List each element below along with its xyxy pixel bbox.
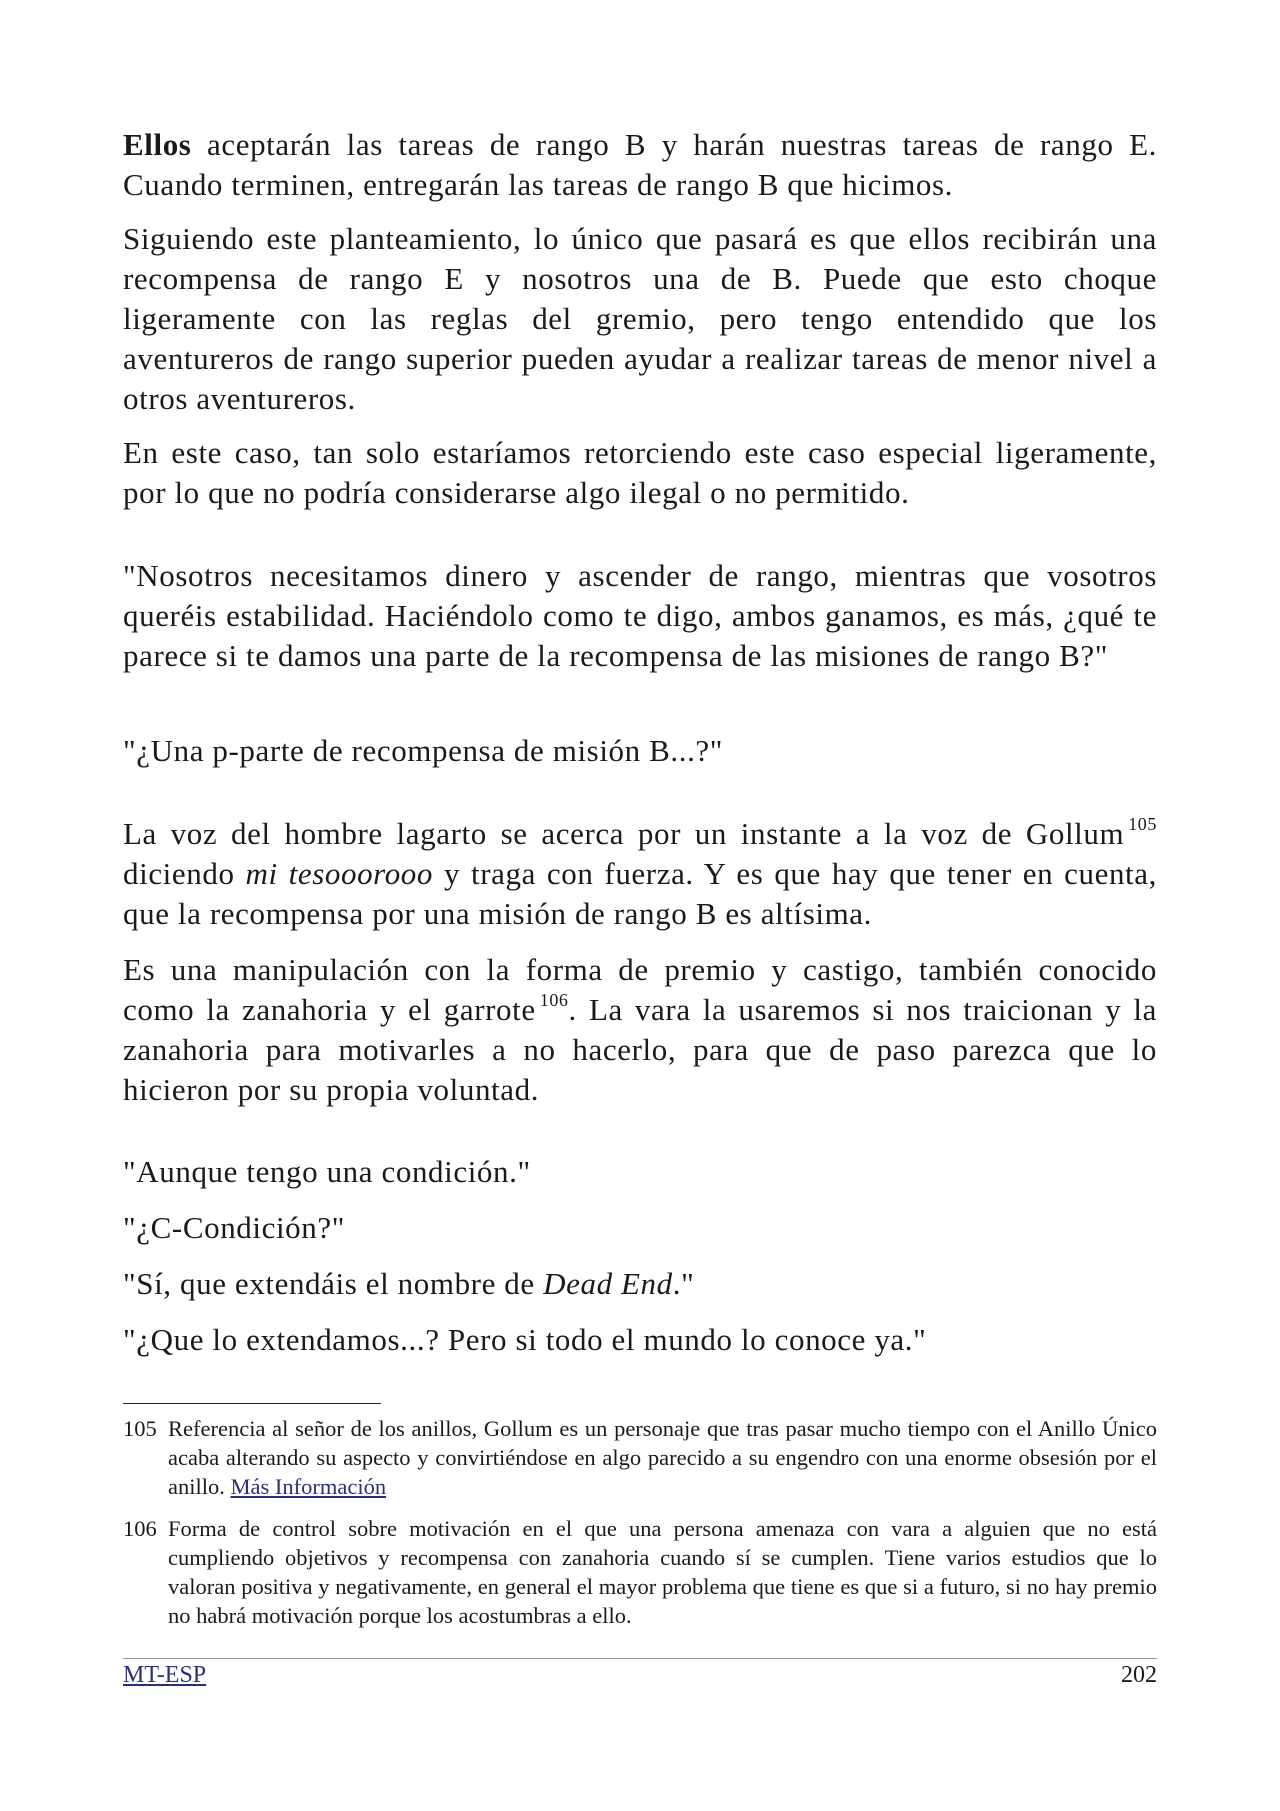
paragraph-10: [123, 1264, 1157, 1304]
footnote-ref-105[interactable]: 105: [1128, 814, 1157, 834]
paragraph-6-text-b: diciendo: [123, 856, 246, 891]
paragraph-1: [123, 125, 1157, 205]
footnote-number: 106: [123, 1516, 157, 1541]
italic-phrase: mi tesooorooo: [245, 856, 433, 891]
paragraph-6: [123, 814, 1157, 934]
footnote-105-text: Referencia al señor de los anillos, Gollum es un personaje que tras pasar mucho tiempo con el Anillo Único acaba alterando su aspecto y convirtiéndose en algo parecido a su engendro con una enorme obsesión por el anillo.: [168, 1416, 1157, 1499]
italic-title: Dead End: [543, 1266, 673, 1301]
paragraph-6-text-c: y traga con fuerza. Y es que hay que tener en cuenta, que la recompensa por una misión de rango B es altísima.: [123, 856, 1157, 931]
footnote-106: [123, 1514, 1157, 1630]
paragraph-6-text-a: La voz del hombre lagarto se acerca por un instante a la voz de Gollum: [123, 816, 1125, 851]
footer-separator: [123, 1658, 1157, 1659]
footnote-ref-106[interactable]: 106: [539, 990, 569, 1010]
paragraph-7-text-a: Es una manipulación con la forma de premio y castigo, también conocido como la zanahoria y el garrote: [123, 952, 1157, 1027]
bold-word: Ellos: [123, 127, 192, 162]
document-page: [123, 0, 1157, 1811]
paragraph-5: "¿Una p-parte de recompensa de misión B...?": [123, 733, 724, 768]
paragraph-2: Siguiendo este planteamiento, lo único que pasará es que ellos recibirán una recompensa de rango E y nosotros una de B. Puede que esto choque ligeramente con las reglas del gremio, pero tengo entendido que los aventureros de rango superior pueden ayudar a realizar tareas de menor nivel a otros aventureros.: [123, 221, 1157, 416]
paragraph-7-text-b: . La vara la usaremos si nos traicionan y la zanahoria para motivarles a no hacerlo, para que de paso parezca que lo hicieron por su propia voluntad.: [123, 992, 1157, 1107]
footnote-text: [168, 1414, 1157, 1501]
paragraph-8: "Aunque tengo una condición.": [123, 1154, 531, 1189]
paragraph-3: En este caso, tan solo estaríamos retorciendo este caso especial ligeramente, por lo que no podría considerarse algo ilegal o no permitido.: [123, 435, 1157, 510]
more-info-link[interactable]: Más Información: [230, 1474, 387, 1499]
paragraph-4: "Nosotros necesitamos dinero y ascender de rango, mientras que vosotros queréis estabilidad. Haciéndolo como te digo, ambos ganamos, es más, ¿qué te parece si te damos una parte de la recompensa de las misiones de rango B?": [123, 558, 1157, 673]
footnote-separator: [123, 1403, 381, 1404]
paragraph-1-text: aceptarán las tareas de rango B y harán nuestras tareas de rango E. Cuando terminen, entregarán las tareas de rango B que hicimos.: [123, 127, 1157, 202]
paragraph-9: "¿C-Condición?": [123, 1210, 345, 1245]
paragraph-10-text-b: .": [672, 1266, 695, 1301]
paragraph-11: "¿Que lo extendamos...? Pero si todo el mundo lo conoce ya.": [123, 1322, 927, 1357]
paragraph-10-text-a: "Sí, que extendáis el nombre de: [123, 1266, 544, 1301]
page-number: 202: [1121, 1662, 1157, 1688]
footnote-105: [123, 1414, 1157, 1501]
footer-publisher-link[interactable]: MT-ESP: [123, 1662, 207, 1688]
footnote-text: Forma de control sobre motivación en el que una persona amenaza con vara a alguien que no está cumpliendo objetivos y recompensa con zanahoria cuando sí se cumplen. Tiene varios estudios que lo valoran positiva y negativamente, en general el mayor problema que tiene es que si a futuro, si no hay premio no habrá motivación porque los acostumbras a ello.: [168, 1516, 1157, 1628]
paragraph-7: [123, 950, 1157, 1110]
footnote-number: 105: [123, 1416, 157, 1441]
